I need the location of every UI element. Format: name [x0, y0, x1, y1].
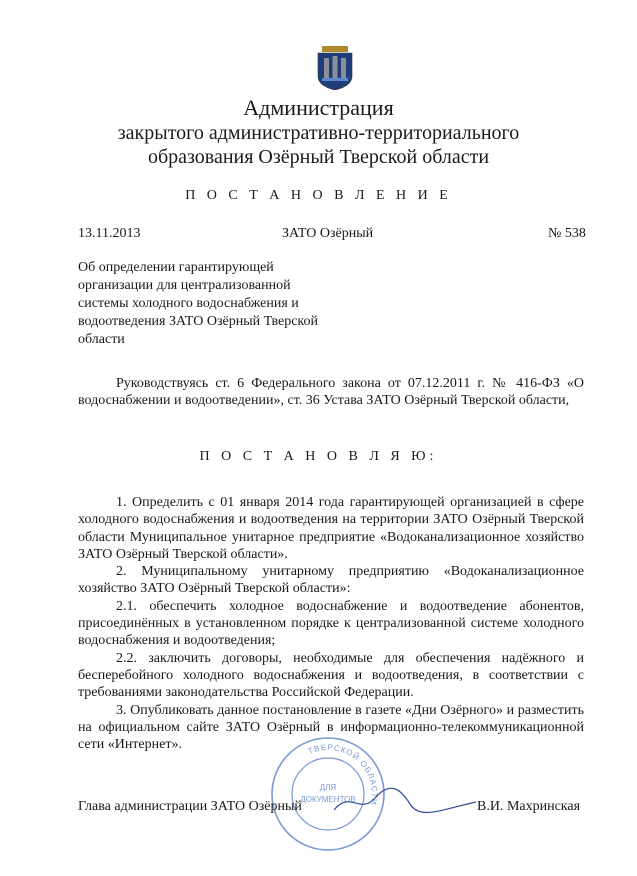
decree-item: 2.1. обеспечить холодное водоснабжение и водоотведение абонентов, присоединённых в установленном порядке к централизованной системе холодного водоснабжения и водоотведения; [78, 598, 584, 649]
subject-line: области [78, 332, 125, 347]
subject-line: системы холодного водоснабжения и [78, 296, 299, 311]
preamble: Руководствуясь ст. 6 Федерального закона от 07.12.2011 г. № 416-ФЗ «О водоснабжении и водоотведении», ст. 36 Устава ЗАТО Озёрный Тверской области, [78, 376, 584, 409]
header-subtitle-1: закрытого административно-территориального [117, 122, 520, 144]
header-title: Администрация [243, 95, 394, 120]
document-type: П О С Т А Н О В Л Е Н И Е [185, 188, 452, 203]
signature-mark [330, 780, 480, 820]
decree-item: 2. Муниципальному унитарному предприятию «Водоканализационное хозяйство ЗАТО Озёрный Тверской области»: [78, 564, 584, 597]
decree-heading: П О С Т А Н О В Л Я Ю: [199, 449, 438, 464]
document-place: ЗАТО Озёрный [282, 226, 374, 241]
signature-title: Глава администрации ЗАТО Озёрный [78, 799, 302, 814]
decree-item: 3. Опубликовать данное постановление в газете «Дни Озёрного» и разместить на официальном сайте ЗАТО Озёрный в информационно-телекоммуникационной сети «Интернет». [78, 702, 584, 753]
document-subject [78, 259, 343, 349]
document-number: № 538 [548, 226, 586, 241]
decree-item: 2.2. заключить договоры, необходимые для обеспечения надёжного и бесперебойного холодного водоснабжения и водоотведения, в соответствии с требованиями законодательства Российской Федерации. [78, 650, 584, 701]
decree-item: 1. Определить с 01 января 2014 года гарантирующей организацией в сфере холодного водоснабжения и водоотведения на территории ЗАТО Озёрный Тверской области Муниципальное унитарное предприятие «Водоканализационное хозяйство ЗАТО Озёрный Тверской области». [78, 495, 584, 562]
coat-of-arms-icon [316, 46, 354, 90]
header-subtitle-2: образования Озёрный Тверской области [147, 146, 490, 168]
signature-name: В.И. Махринская [477, 799, 581, 814]
stamp-center-line-1: ДЛЯ [319, 783, 337, 792]
subject-line: организации для централизованной [78, 278, 291, 293]
stamp-ring-text: ТВЕРСКОЙ ОБЛАСТИ [306, 742, 380, 807]
document-date: 13.11.2013 [78, 226, 141, 241]
stamp-center-line-2: ДОКУМЕНТОВ [300, 795, 356, 804]
subject-line: Об определении гарантирующей [78, 260, 274, 275]
subject-line: водоотведения ЗАТО Озёрный Тверской [78, 314, 318, 329]
decree-items [78, 494, 584, 753]
